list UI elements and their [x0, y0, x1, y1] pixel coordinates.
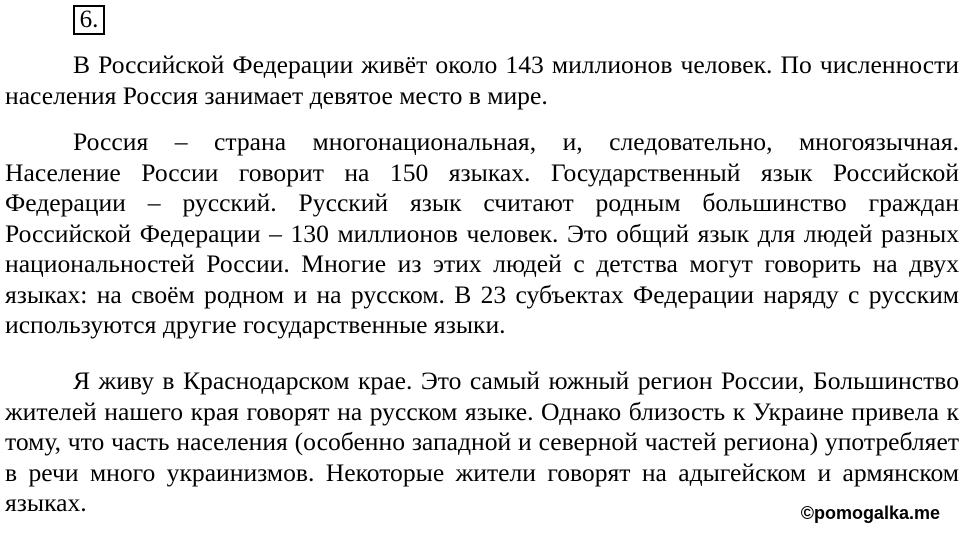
paragraph-languages: Россия – страна многонациональная, и, следовательно, многоязычная. Население России говорит на 150 языках. Государственный язык Российской Федерации – русский. Русский язык считают родным большинство граждан Российской Федерации – 130 миллионов человек. Это общий язык для людей разных национальностей России. Многие из этих людей с детства могут говорить на двух языках: на своём родном и на русском. В 23 субъектах Федерации наряду с русским используются другие государственные языки.	[5, 127, 959, 339]
paragraph-krasnodar: Я живу в Краснодарском крае. Это самый южный регион России, Большинство жителей нашего края говорят на русском языке. Однако близость к Украине привела к тому, что часть населения (особенно западной и северной частей региона) употребляет в речи много украинизмов. Некоторые жители говорят на адыгейском и армянском языках.	[5, 366, 959, 517]
task-number-box: 6.	[73, 5, 105, 35]
paragraph-population: В Российской Федерации живёт около 143 миллионов человек. По численности населения Россия занимает девятое место в мире.	[5, 50, 959, 110]
watermark-text: ©pomogalka.me	[800, 503, 940, 523]
